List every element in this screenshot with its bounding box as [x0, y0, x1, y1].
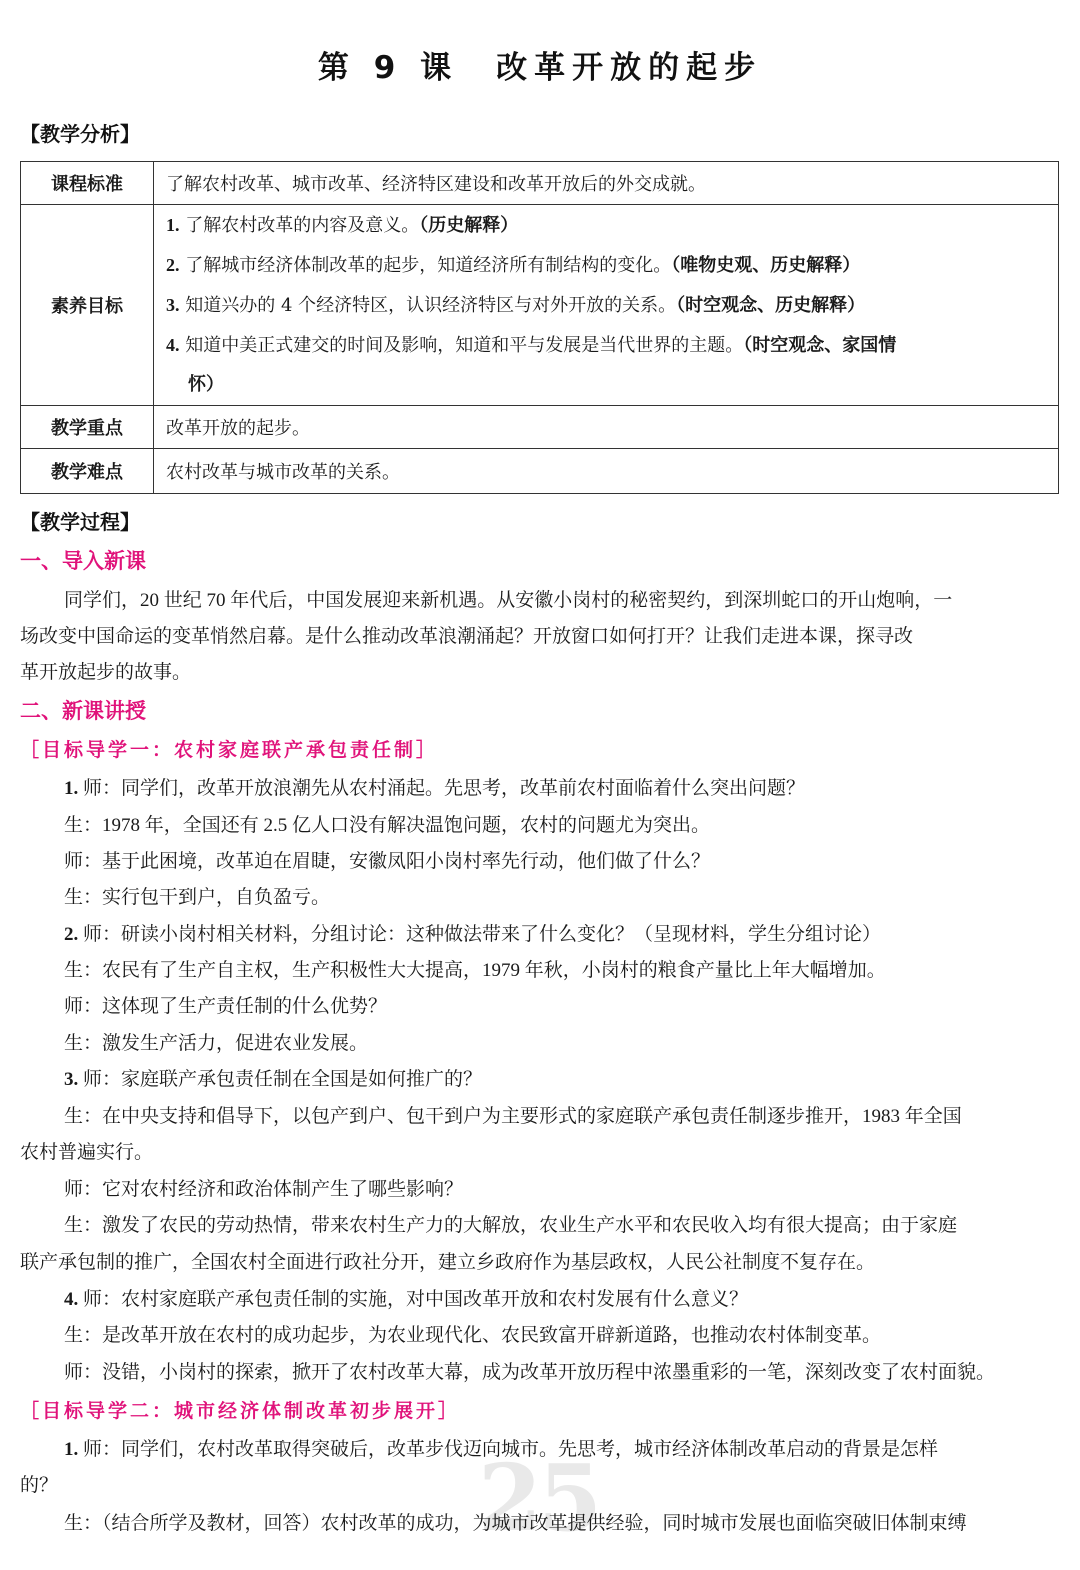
- dialogue-line: 的？: [20, 1475, 59, 1496]
- key-label: 教学重点: [21, 406, 154, 449]
- difficulty-label: 教学难点: [21, 449, 154, 494]
- table-row-key: [21, 406, 1059, 449]
- dialogue-line: 师：没错，小岗村的探索，掀开了农村改革大幕，成为改革开放历程中浓墨重彩的一笔，深刻改变了农村面貌。: [64, 1362, 996, 1383]
- goal-item: 2. 了解城市经济体制改革的起步，知道经济所有制结构的变化。（唯物史观、历史解释）: [166, 255, 861, 276]
- dialogue-line: 1. 师：同学们，改革开放浪潮先从农村涌起。先思考，改革前农村面临着什么突出问题？: [64, 778, 806, 799]
- goal-item: 4. 知道中美正式建交的时间及影响，知道和平与发展是当代世界的主题。（时空观念、家国情: [166, 335, 897, 356]
- standard-label: 课程标准: [21, 162, 154, 205]
- goal-item: 3. 知道兴办的 4 个经济特区，认识经济特区与对外开放的关系。（时空观念、历史解释）: [166, 295, 866, 316]
- lesson-name: 改革开放的起步: [496, 50, 763, 86]
- section-heading-intro: 一、导入新课: [20, 549, 146, 573]
- dialogue-line: 师：基于此困境，改革迫在眉睫，安徽凤阳小岗村率先行动，他们做了什么？: [64, 851, 711, 872]
- dialogue-line: 生：在中央支持和倡导下，以包产到户、包干到户为主要形式的家庭联产承包责任制逐步推开，1983 年全国: [64, 1106, 962, 1127]
- table-row-difficulty: [21, 449, 1059, 494]
- dialogue-line: 农村普遍实行。: [20, 1142, 154, 1163]
- goal-tag-2: ［目标导学二：城市经济体制改革初步展开］: [20, 1400, 461, 1422]
- goal-item-continued: 怀）: [188, 374, 224, 395]
- goal-item: 1. 了解农村改革的内容及意义。（历史解释）: [166, 215, 519, 236]
- key-value: 改革开放的起步。: [154, 406, 1059, 449]
- dialogue-line: 生：激发了农民的劳动热情，带来农村生产力的大解放，农业生产水平和农民收入均有很大提高；由于家庭: [64, 1215, 958, 1236]
- goal-tag-1: ［目标导学一：农村家庭联产承包责任制］: [20, 739, 439, 761]
- intro-line: 场改变中国命运的变革悄然启幕。是什么推动改革浪潮涌起？开放窗口如何打开？让我们走进本课，探寻改: [20, 626, 914, 647]
- dialogue-line: 4. 师：农村家庭联产承包责任制的实施，对中国改革开放和农村发展有什么意义？: [64, 1289, 749, 1310]
- dialogue-line: 2. 师：研读小岗村相关材料，分组讨论：这种做法带来了什么变化？（呈现材料，学生分组讨论）: [64, 924, 882, 945]
- table-row-goals: [21, 205, 1059, 406]
- goals-label: 素养目标: [21, 205, 154, 406]
- analysis-table: [20, 161, 1059, 494]
- dialogue-line: 师：这体现了生产责任制的什么优势？: [64, 996, 388, 1017]
- difficulty-value: 农村改革与城市改革的关系。: [154, 449, 1059, 494]
- dialogue-line: 生：实行包干到户，自负盈亏。: [64, 887, 331, 908]
- dialogue-line: 师：它对农村经济和政治体制产生了哪些影响？: [64, 1179, 464, 1200]
- dialogue-line: 生：1978 年，全国还有 2.5 亿人口没有解决温饱问题，农村的问题尤为突出。: [64, 815, 711, 836]
- dialogue-line: 生：激发生产活力，促进农业发展。: [64, 1033, 369, 1054]
- intro-line: 革开放起步的故事。: [20, 662, 192, 683]
- dialogue-line: 3. 师：家庭联产承包责任制在全国是如何推广的？: [64, 1069, 483, 1090]
- analysis-heading: 【教学分析】: [20, 122, 140, 146]
- dialogue-line: 生：（结合所学及教材，回答）农村改革的成功，为城市改革提供经验，同时城市发展也面临突破旧体制束缚: [64, 1513, 967, 1534]
- dialogue-line: 联产承包制的推广，全国农村全面进行政社分开，建立乡政府作为基层政权，人民公社制度不复存在。: [20, 1252, 876, 1273]
- page-number: 25: [478, 1444, 599, 1552]
- page-title: [0, 42, 1080, 87]
- lesson-number: 第 9 课: [317, 50, 459, 86]
- dialogue-line: 1. 师：同学们，农村改革取得突破后，改革步伐迈向城市。先思考，城市经济体制改革启动的背景是怎样: [64, 1439, 939, 1460]
- dialogue-line: 生：是改革开放在农村的成功起步，为农业现代化、农民致富开辟新道路，也推动农村体制变革。: [64, 1325, 882, 1346]
- section-heading-lecture: 二、新课讲授: [20, 699, 146, 723]
- goals-value: [154, 205, 1059, 406]
- dialogue-line: 生：农民有了生产自主权，生产积极性大大提高，1979 年秋，小岗村的粮食产量比上年大幅增加。: [64, 960, 886, 981]
- process-heading: 【教学过程】: [20, 510, 140, 534]
- intro-line: 同学们，20 世纪 70 年代后，中国发展迎来新机遇。从安徽小岗村的秘密契约，到深圳蛇口的开山炮响，一: [64, 590, 953, 611]
- standard-value: 了解农村改革、城市改革、经济特区建设和改革开放后的外交成就。: [154, 162, 1059, 205]
- table-row-standard: [21, 162, 1059, 205]
